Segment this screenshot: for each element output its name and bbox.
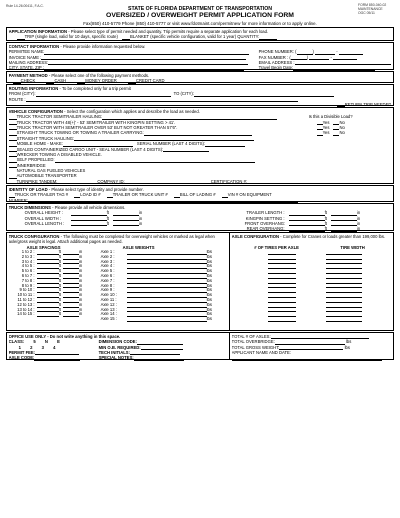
vehicle-config-list <box>9 114 392 184</box>
applicant-label: APPLICANT NAME AND DATE: <box>231 349 292 355</box>
in-unit: in <box>78 297 83 302</box>
lbs-unit: lbs <box>206 302 212 307</box>
credit-card-label: CREDIT CARD <box>136 78 165 84</box>
agency-title: STATE OF FLORIDA DEPARTMENT OF TRANSPORTATION <box>128 6 272 12</box>
ft-unit: ft <box>324 226 327 232</box>
axle-weights-header: AXLE WEIGHTS <box>122 244 155 250</box>
number-label: NUMBER: <box>8 197 28 203</box>
divisible-question: Is this a Divisible Load? <box>308 114 353 120</box>
vehicle-config-label: TRUCK TRACTOR WITH 48(+)' - 53' SEMITRAILER WITH KINGPIN SETTING > 41'. <box>16 119 176 125</box>
weight-label: Axle 12 : <box>100 302 117 307</box>
applicant-field[interactable] <box>232 357 382 361</box>
spacing-label: 3 to 4 : <box>21 259 35 264</box>
weight-label: Axle 10 : <box>100 293 117 298</box>
lbs-unit: lbs <box>206 317 212 322</box>
serial-label: SERIAL NUMBER (LAST 4 DIGITS): <box>136 141 206 147</box>
vehicle-config-label: TRUCK TRACTOR WITH SEMITRAILER OVER 53' BUT NOT GREATER THAN 57'6". <box>16 124 178 130</box>
money-order-label: MONEY ORDER <box>85 78 117 84</box>
email-label: EMAIL ADDRESS : <box>258 59 295 65</box>
weight-label: Axle 3 : <box>100 259 115 264</box>
class-label: CLASS: <box>8 339 25 345</box>
office-right <box>229 333 393 359</box>
in-unit: in <box>138 220 143 226</box>
ft-unit: ft <box>106 220 109 226</box>
vehicle-config-heading: VEHICLE CONFIGURATION <box>8 108 63 114</box>
truck-config-rows <box>9 250 228 322</box>
vehicle-config-label: NATURAL GAS FUELED VEHICLES <box>16 168 86 174</box>
city-label: CITY, STATE, ZIP : <box>8 65 44 71</box>
axle-config-heading: AXLE CONFIGURATION <box>231 233 279 239</box>
contact-heading: CONTACT INFORMATION <box>8 43 60 49</box>
ft-unit: ft <box>58 307 61 312</box>
dimension-label: FRONT OVERHANG: <box>244 220 286 226</box>
load-id-label: LOAD ID # <box>80 192 101 198</box>
weight-label: Axle 13 : <box>100 307 117 312</box>
weight-label: Axle 1 : <box>100 249 115 254</box>
check-checkbox[interactable] <box>13 79 21 83</box>
vehicle-config-label: WRECKER TOWING A DISABLED VEHICLE. <box>16 151 102 157</box>
ft-unit: ft <box>58 297 61 302</box>
blanket-label: BLANKET (specific vehicle configuration, valid for 1 year) <box>130 34 237 40</box>
vehicle-config-checkbox[interactable] <box>9 180 17 184</box>
spacing-label: 11 to 12 : <box>17 297 35 302</box>
tires-field[interactable] <box>268 318 296 322</box>
permittee-label: PERMITEE NAME: <box>8 49 45 55</box>
in-unit: in <box>78 273 83 278</box>
num-1: 1 <box>18 344 21 350</box>
yes-label: Yes <box>322 119 330 125</box>
office-heading: OFFICE USE ONLY - Do not write anything in this space. <box>8 333 121 339</box>
return-trip-label: RETURN TRIP NEEDED <box>344 101 392 107</box>
spacing-label: 10 to 11 : <box>17 293 35 298</box>
ft-unit: ft <box>58 249 61 254</box>
lbs-unit: lbs <box>206 259 212 264</box>
tire-width-field[interactable] <box>326 318 362 322</box>
rule-code: Rule 14-26.00411, F.A.C. <box>6 4 44 8</box>
weight-label: Axle 11 : <box>100 297 117 302</box>
identity-heading: IDENTITY OF LOAD <box>8 186 48 192</box>
vehicle-config-label: AUTOMOBILE TRANSPORTER <box>16 173 77 179</box>
unit-label: TRAILER OR TRUCK UNIT # <box>112 192 168 198</box>
contact-text: - Please provide information requested below. <box>60 43 146 49</box>
num-3: 3 <box>41 344 44 350</box>
to-label: TO (CITY): <box>173 91 194 97</box>
spacing-label: 7 to 8 : <box>21 278 35 283</box>
total-overbridge-label: TOTAL OVERBRIDGE: <box>231 339 275 345</box>
quantity-label: QUANTITY: <box>237 34 260 40</box>
spacing-label: 6 to 7 : <box>21 273 35 278</box>
weight-label: Axle 4 : <box>100 264 115 269</box>
vehicle-config-label: SEALED CONTAINERIZED CARGO UNIT - SEAL NUMBER (LAST 4 DIGITS): <box>16 146 164 152</box>
ft-unit: ft <box>58 278 61 283</box>
ft-unit: ft <box>58 254 61 259</box>
lbs-unit: lbs <box>206 249 212 254</box>
axle-row <box>9 317 228 322</box>
special-notes-label: SPECIAL NOTES: <box>98 355 134 361</box>
vehicle-config-label: STRAIGHT TRUCK TOWING OR TOWING A TRAILER CARRYING: <box>16 130 144 136</box>
in-unit: in <box>78 302 83 307</box>
in-unit: in <box>356 226 361 232</box>
office-section <box>6 332 394 360</box>
spacing-label: 8 to 9 : <box>21 283 35 288</box>
class-5: 5 <box>33 339 36 345</box>
in-unit: in <box>138 210 143 216</box>
office-left <box>7 333 229 359</box>
company-id-label: COMPANY ID: <box>97 178 125 184</box>
dimension-label: KINGPIN SETTING : <box>245 215 285 221</box>
in-unit: in <box>78 312 83 317</box>
weight-label: Axle 7 : <box>100 278 115 283</box>
in-unit: in <box>78 259 83 264</box>
lbs-unit: lbs <box>206 278 212 283</box>
vehicle-config-text: - Select the configuration which applies and describe the load as needed. <box>64 108 200 114</box>
lbs-unit: lbs <box>206 273 212 278</box>
application-form-page <box>6 4 394 514</box>
spacing-label: 13 to 14 : <box>17 307 35 312</box>
vehicle-config-item <box>9 179 392 184</box>
turnpike-field[interactable] <box>57 180 93 184</box>
spacing-label: 14 to 15 : <box>17 312 35 317</box>
travel-label: Travel Begin Date: <box>258 65 294 71</box>
weight-label: Axle 8 : <box>100 283 115 288</box>
in-unit: in <box>78 264 83 269</box>
ft-unit: ft <box>324 210 327 216</box>
class-e: E <box>57 339 60 345</box>
vehicle-config-label: INNERBRIDGE <box>16 162 46 168</box>
spacing-label: 4 to 5 : <box>21 264 35 269</box>
axle-spacings-header: AXLE SPACINGS <box>26 244 61 250</box>
vehicle-config-label: SELF PROPELLED: <box>16 157 55 163</box>
invoice-label: INVOICE NAME : <box>8 54 42 60</box>
lbs-unit: lbs <box>206 307 212 312</box>
ft-unit: ft <box>58 269 61 274</box>
no-label: No <box>339 119 345 125</box>
identity-section <box>6 185 394 202</box>
lbs-unit: lbs <box>206 269 212 274</box>
from-label: FROM (CITY): <box>8 91 36 97</box>
ft-unit: ft <box>106 215 109 221</box>
num-4: 4 <box>53 344 56 350</box>
truck-config-block <box>7 233 229 330</box>
weight-label: Axle 6 : <box>100 273 115 278</box>
lbs-unit: lbs <box>206 288 212 293</box>
in-unit: in <box>78 293 83 298</box>
form-number: FORM 850-040-02 <box>358 3 387 7</box>
dimension-code-label: DIMENSION CODE: <box>98 339 137 345</box>
phone-label: PHONE NUMBER: <box>258 49 294 55</box>
routing-section <box>6 84 394 106</box>
contact-section: CONTACT INFORMATION - Please provide information requested below. PERMITEE NAME: PHONE NUMBER: ( ) - INVOICE NAME : FAX NUMBER : ( ) - MAILING ADDRESS: EMAIL ADDRESS : CITY, STATE, ZIP : Travel Begin Date: <box>6 42 394 70</box>
ft-unit: ft <box>58 259 61 264</box>
permit-fee-label: PERMIT FEE: <box>8 349 36 355</box>
dimension-row <box>9 226 392 231</box>
in-unit: in <box>78 288 83 293</box>
ft-unit: ft <box>58 312 61 317</box>
in-unit: in <box>78 269 83 274</box>
bol-label: BILL OF LADING # <box>179 192 216 198</box>
ft-unit: ft <box>58 273 61 278</box>
ft-unit: ft <box>58 288 61 293</box>
special-notes-field <box>134 357 184 361</box>
fax-label: FAX NUMBER : <box>258 54 289 60</box>
dimension-label: OVERALL WIDTH : <box>24 215 61 221</box>
form-title: OVERSIZED / OVERWEIGHT PERMIT APPLICATION FORM <box>106 12 294 19</box>
dimension-rows <box>9 210 392 232</box>
weight-label: Axle 14 : <box>100 312 117 317</box>
axle-config-block <box>229 233 393 330</box>
lbs-unit: lbs <box>206 283 212 288</box>
ft-unit: ft <box>58 293 61 298</box>
vehicle-config-label: MOBILE HOME - MAKE: <box>16 141 63 147</box>
routing-text: - To be completed only for a trip permit <box>59 85 131 91</box>
yes-label: Yes <box>322 130 330 136</box>
application-info-heading: APPLICATION INFORMATION <box>8 28 68 34</box>
axle-config-rows <box>232 250 392 322</box>
vehicle-config-label: TURNPIKE TANDEM: <box>16 178 58 184</box>
payment-heading: PAYMENT METHOD <box>8 72 48 78</box>
ft-unit: ft <box>58 302 61 307</box>
ft-unit: ft <box>106 210 109 216</box>
tech-initials-label: TECH INITIALS: <box>98 349 130 355</box>
credit-card-checkbox[interactable] <box>128 79 136 83</box>
truck-config-heading: TRUCK CONFIGURATION <box>8 233 60 239</box>
total-gross-label: TOTAL GROSS WEIGHT: <box>231 344 280 350</box>
quantity-field[interactable] <box>259 35 277 39</box>
trip-checkbox[interactable] <box>17 35 25 39</box>
trip-label: TRIP (single load, valid for 10 days, specific route) <box>24 34 118 40</box>
spacing-label: 1 to 2 : <box>21 249 35 254</box>
weight-label: Axle 9 : <box>100 288 115 293</box>
dimension-right <box>245 226 361 231</box>
dimension-label: OVERALL LENGTH : <box>24 220 65 226</box>
vehicle-config-section <box>6 107 394 184</box>
gross-lbs: lbs <box>344 344 350 350</box>
application-info-section <box>6 27 394 41</box>
axle-code-field <box>34 357 80 361</box>
truck-axle-config-section <box>6 232 394 331</box>
in-unit: in <box>78 278 83 283</box>
vehicle-config-label: STRAIGHT TRUCK HAULING: <box>16 135 75 141</box>
min-ob-label: MIN O.B. REQUIRED: <box>98 344 141 350</box>
axle-code-label: AXLE CODE: <box>8 355 35 361</box>
routing-heading: ROUTING INFORMATION <box>8 85 59 91</box>
axle-config-row <box>232 317 392 322</box>
dimensions-text: - Please provide all vehicle dimensions. <box>52 204 126 210</box>
spacing-label: 2 to 3 : <box>21 254 35 259</box>
num-2: 2 <box>30 344 33 350</box>
lbs-unit: lbs <box>206 293 212 298</box>
spacing-label: 5 to 6 : <box>21 269 35 274</box>
cash-label: CASH <box>54 78 67 84</box>
overbridge-lbs: lbs <box>345 339 352 345</box>
spacing-label: 12 to 13 : <box>17 302 35 307</box>
in-unit: in <box>356 215 361 221</box>
in-unit: in <box>78 254 83 259</box>
certification-field[interactable] <box>247 180 287 184</box>
in-unit: in <box>78 283 83 288</box>
ft-unit: ft <box>324 220 327 226</box>
weight-field[interactable] <box>127 318 207 322</box>
identity-text: - Please select type of identity and provide number. <box>48 186 144 192</box>
blanket-checkbox[interactable] <box>122 35 130 39</box>
no-label: No <box>339 130 345 136</box>
no-label: No <box>339 124 345 130</box>
lbs-unit: lbs <box>206 297 212 302</box>
yes-label: Yes <box>322 124 330 130</box>
dimension-label: REAR OVERHANG: <box>246 226 285 232</box>
lbs-unit: lbs <box>206 264 212 269</box>
application-info-text: - Please select type of permit needed and quantity. Trip permits require a separate application for each load. <box>68 28 269 34</box>
tire-width-header: TIRE WIDTH <box>340 244 365 250</box>
in-unit: in <box>78 307 83 312</box>
company-id-field[interactable] <box>125 180 205 184</box>
in-unit: in <box>356 220 361 226</box>
weight-label: Axle 15 : <box>100 317 117 322</box>
weight-label: Axle 5 : <box>100 269 115 274</box>
lbs-unit: lbs <box>206 254 212 259</box>
vin-label: VIN # ON EQUIPMENT <box>227 192 272 198</box>
dimension-label: TRAILER LENGTH : <box>246 210 285 216</box>
dimension-label: OVERALL HEIGHT : <box>24 210 63 216</box>
ft-unit: ft <box>324 215 327 221</box>
tires-header: # OF TIRES PER AXLE <box>254 244 299 250</box>
contact-line: Fax(850) 410-5779 Phone (850) 410-5777 or visit www.fdotmaint.com/permitnew for more information or to apply online. <box>83 21 317 26</box>
weight-label: Axle 2 : <box>100 254 115 259</box>
ft-unit: ft <box>58 283 61 288</box>
class-n: N <box>44 339 48 345</box>
in-unit: in <box>138 215 143 221</box>
spacing-label: 9 to 10 : <box>19 288 35 293</box>
check-label: CHECK <box>20 78 36 84</box>
ft-unit: ft <box>58 264 61 269</box>
truck-config-text: - The following must be completed for overweight vehicles or marked as legal when axle/gross weight is legal. Attach additional pages as needed. <box>8 233 215 245</box>
in-unit: in <box>356 210 361 216</box>
weight-cell <box>101 317 212 322</box>
lbs-unit: lbs <box>206 312 212 317</box>
form-date: OGC 05/11 <box>358 10 375 15</box>
axle-config-text: - Complete for Cranes or loads greater than 199,000 lbs. <box>280 233 386 239</box>
tag-label: TRUCK OR TRAILER TAG # <box>14 192 69 198</box>
payment-section <box>6 71 394 83</box>
certification-label: CERTIFICATION #: <box>210 178 248 184</box>
dimensions-heading: TRUCK DIMENSIONS <box>8 204 51 210</box>
form-office: MAINTENANCE <box>358 6 383 11</box>
vehicle-config-label: TRUCK TRACTOR SEMITRAILER HAULING: <box>16 114 103 120</box>
in-unit: in <box>78 249 83 254</box>
route-label: ROUTE : <box>8 96 26 102</box>
mailing-label: MAILING ADDRESS: <box>8 59 49 65</box>
payment-text: - Please select one of the following payment methods. <box>48 72 150 78</box>
total-axles-label: TOTAL # OF AXLES: <box>231 333 271 339</box>
dimensions-section <box>6 203 394 231</box>
